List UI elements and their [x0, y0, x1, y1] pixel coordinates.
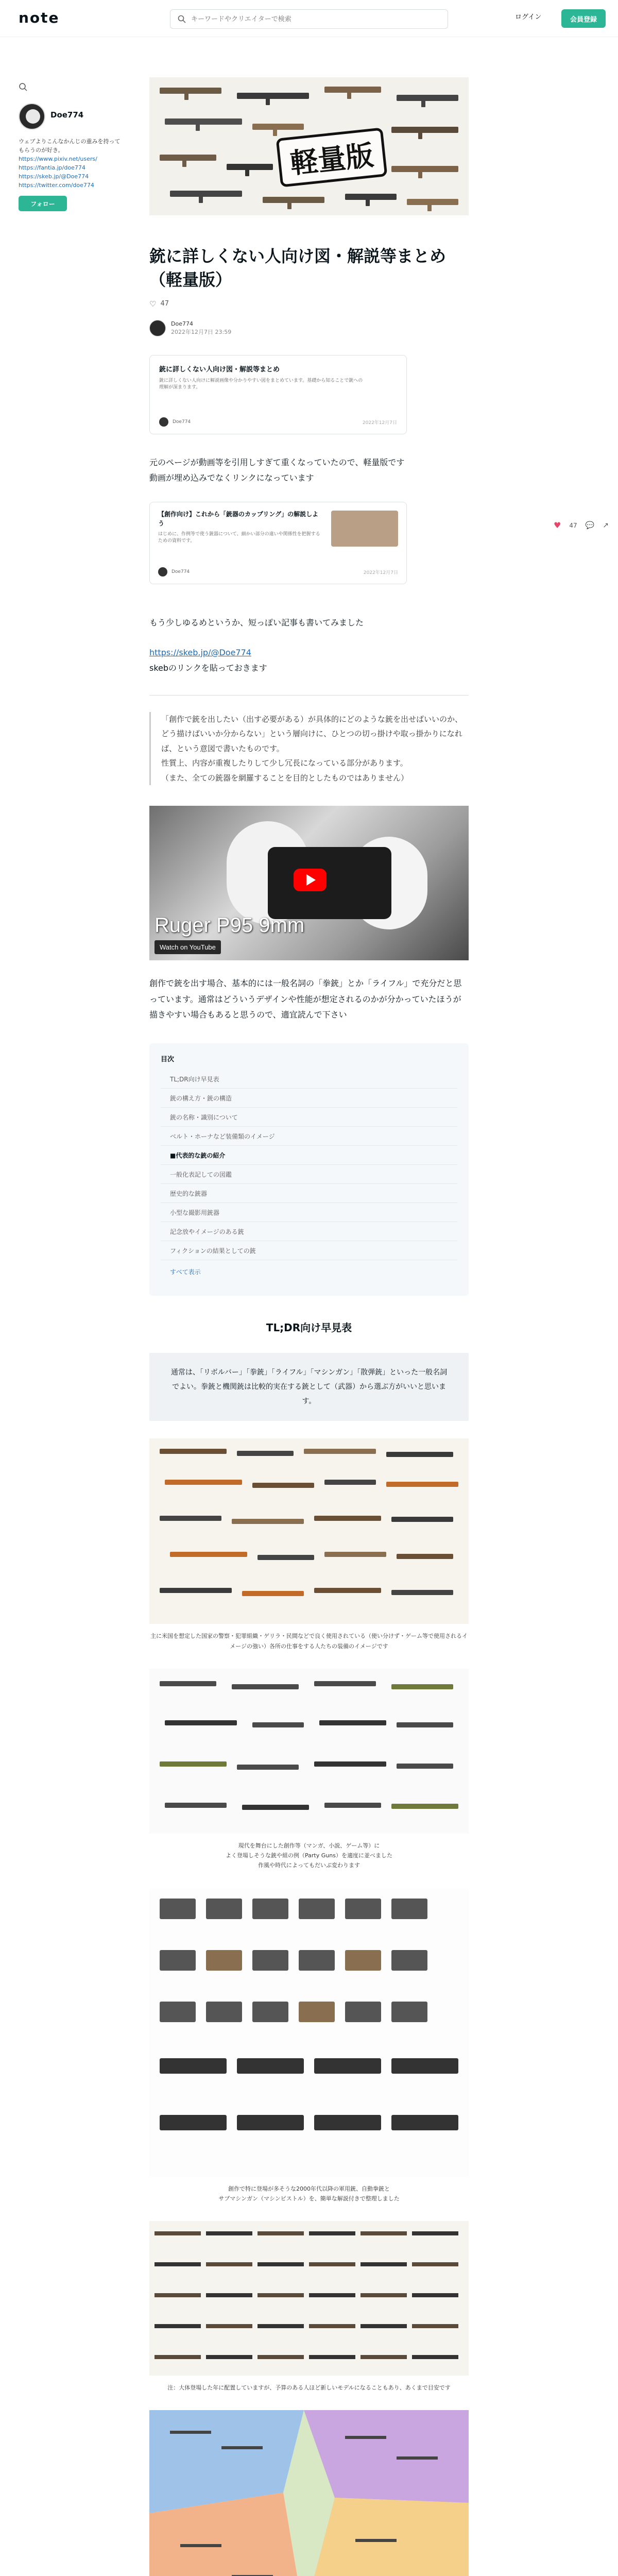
gun-chart-figure	[149, 1438, 469, 1624]
embed-author: Doe774	[171, 569, 190, 574]
toc-show-all-button[interactable]: すべて表示	[170, 1268, 201, 1276]
gun-illustration	[170, 191, 242, 197]
gun-illustration	[345, 194, 397, 200]
author-sidebar	[19, 103, 122, 211]
embed-card[interactable]	[149, 355, 407, 434]
author-bio-text: ウェブよりこんなかんじの重みを持ってもらうのが好き。	[19, 138, 121, 154]
gun-illustration	[160, 88, 221, 94]
embed-body: はじめに、作例等で使う銃器について、細かい部分の違いや関係性を把握するための資料です。	[158, 531, 320, 544]
gun-illustration	[324, 87, 381, 93]
article-actions	[554, 520, 609, 530]
likes-count: 47	[160, 300, 169, 308]
embed-avatar	[158, 567, 167, 577]
search-box[interactable]	[170, 9, 448, 29]
author-avatar[interactable]	[19, 103, 45, 130]
embed-date: 2022年12月7日	[363, 570, 398, 575]
share-icon[interactable]: ↗	[603, 521, 609, 530]
comment-icon[interactable]: 💬	[585, 521, 595, 530]
toc-item[interactable]: フィクションの結果としての銃	[161, 1241, 457, 1260]
gun-illustration	[237, 93, 309, 99]
gun-chart-figure	[149, 2221, 469, 2376]
gun-illustration	[407, 199, 458, 205]
author-link[interactable]: https://skeb.jp/@Doe774	[19, 173, 89, 180]
figure-caption: 創作で特に登場が多そうな2000年代以降の軍用銃、自動拳銃と サブマシンガン（マシンピストル）を、簡単な解説付きで整理しました	[218, 2185, 400, 2202]
gun-illustration	[160, 155, 216, 161]
figure-caption: 主に米国を想定した国家の警察・犯罪組織・ゲリラ・民間などで良く使用されている（使い分けず・ゲーム等で使用されるイメージの強い）各所の仕事をする人たちの装備のイメージです	[150, 1633, 468, 1650]
gun-chart-image	[149, 1888, 469, 2177]
gun-chart-figure	[149, 1669, 469, 1834]
heart-icon[interactable]: ♥	[554, 520, 561, 530]
watch-on-youtube-button[interactable]: Watch on YouTube	[154, 940, 221, 954]
usage-map-figure	[149, 2410, 469, 2576]
note-logo[interactable]: note	[19, 9, 60, 26]
toc-item[interactable]: 一般化表記しての図鑑	[161, 1165, 457, 1184]
byline	[149, 320, 469, 336]
article	[149, 77, 469, 2576]
search-input[interactable]	[191, 15, 438, 23]
byline-date: 2022年12月7日 23:59	[171, 328, 232, 335]
gun-chart-image	[149, 1438, 469, 1624]
login-link[interactable]: ログイン	[515, 13, 542, 21]
table-of-contents	[149, 1043, 469, 1296]
gun-illustration	[391, 166, 458, 172]
play-icon[interactable]	[294, 869, 327, 891]
author-link[interactable]: https://fantia.jp/doe774	[19, 164, 85, 172]
author-bio	[19, 137, 122, 190]
toc-item[interactable]: ■代表的な銃の紹介	[161, 1146, 457, 1165]
embed-avatar	[159, 417, 168, 427]
gun-chart-figure	[149, 1888, 469, 2177]
video-title: Ruger P95 9mm	[154, 914, 305, 937]
byline-author[interactable]: Doe774	[171, 320, 193, 328]
toc-item[interactable]: ベルト・ホーナなど装備類のイメージ	[161, 1127, 457, 1146]
toc-heading: 目次	[161, 1056, 175, 1064]
callout-box: 通常は、「リボルバー」「拳銃」「ライフル」「マシンガン」「散弾銃」といった一般名詞でよい。拳銃と機関銃は比較的実在する銃として（武器）から選ぶ方がいいと思います。	[149, 1353, 469, 1421]
embed-body: 銃に詳しくない人向けに解説画像や分かりやすい図をまとめています。基礎から知ることで銃への理解が深まります。	[159, 378, 363, 391]
video-thumbnail-detail	[268, 847, 391, 919]
likes-row	[149, 299, 469, 309]
hero-image	[149, 77, 469, 215]
embed-thumbnail	[331, 511, 398, 547]
embed-date: 2022年12月7日	[362, 420, 397, 426]
article-title: 銃に詳しくない人向け図・解説等まとめ（軽量版）	[149, 246, 447, 290]
paragraph-text: skebのリンクを貼っておきます	[149, 663, 267, 673]
top-bar	[0, 0, 618, 37]
gun-illustration	[227, 164, 273, 170]
author-link[interactable]: https://www.pixiv.net/users/	[19, 156, 97, 163]
toc-item[interactable]: 記念放やイメージのある銃	[161, 1222, 457, 1241]
search-icon	[178, 15, 186, 23]
author-link[interactable]: https://twitter.com/doe774	[19, 182, 94, 189]
signup-button[interactable]: 会員登録	[561, 9, 606, 28]
gun-illustration	[391, 127, 458, 133]
gun-illustration	[397, 95, 458, 101]
intro-paragraph: 元のページが動画等を引用しすぎて重くなっていたので、軽量版です 動画が埋め込みでなくリンクになっています	[149, 457, 405, 483]
gun-illustration	[165, 118, 242, 125]
toc-item[interactable]: 歴史的な銃器	[161, 1184, 457, 1203]
hero-stamp-text: 軽量版	[276, 127, 388, 187]
toc-item[interactable]: 銃の名称・識別について	[161, 1108, 457, 1127]
heart-outline-icon[interactable]: ♡	[149, 299, 157, 309]
usage-map-image	[149, 2410, 469, 2576]
follow-button[interactable]: フォロー	[19, 196, 67, 211]
author-name[interactable]: Doe774	[50, 110, 84, 120]
youtube-embed[interactable]	[149, 806, 469, 960]
figure-caption: 注：大体登場した年に配置していますが、予算のある人ほど新しいモデルになることもあり、あくまで目安です	[167, 2384, 451, 2392]
figure-caption: 現代を舞台にした創作等（マンガ、小説、ゲーム等）に よく登場しそうな銃や組の例（Party Guns）を適度に並べました 作風や時代によってもだいぶ変わります	[226, 1842, 392, 1869]
divider	[149, 695, 469, 696]
skeb-link[interactable]: https://skeb.jp/@Doe774	[149, 647, 251, 657]
intro-quote: 「創作で銃を出したい（出す必要がある）が具体的にどのような銃を出せばいいのか、どう描けばいいか分からない」という層向けに、ひとつの切っ掛けや取っ掛かりになれば、という意図で書いたものです。 性質上、内容が重複したりして少し冗長になっている部分があります。 （また、全ての銃器を網羅することを目的としたものではありません）	[149, 712, 469, 786]
like-count: 47	[569, 521, 577, 529]
paragraph: 創作で銃を出す場合、基本的には一般名詞の「拳銃」とか「ライフル」で充分だと思っています。通常はどういうデザインや性能が想定されるのかが分かっていたほうが描きやすい場合もあると思うので、適宜読んで下さい	[149, 978, 462, 1020]
gun-illustration	[263, 197, 324, 203]
embed-title: 銃に詳しくない人向け図・解説等まとめ	[159, 365, 280, 374]
toc-item[interactable]: 銃の構え方・銃の構造	[161, 1089, 457, 1108]
toc-item[interactable]: 小型な撮影用銃器	[161, 1203, 457, 1222]
gun-illustration	[252, 124, 304, 130]
section-heading: TL;DR向け早見表	[266, 1321, 352, 1334]
byline-avatar[interactable]	[149, 320, 166, 336]
embed-author: Doe774	[173, 419, 191, 425]
gun-chart-image	[149, 1669, 469, 1834]
toc-item[interactable]: TL;DR向け早見表	[161, 1070, 457, 1089]
embed-card[interactable]	[149, 502, 407, 584]
embed-title: 【創作向け】これから「銃器のカップリング」の解説しよう	[158, 510, 319, 527]
sidebar-search-icon[interactable]	[19, 82, 28, 92]
paragraph	[149, 645, 469, 676]
paragraph: もう少しゆるめというか、短っぽい記事も書いてみました	[149, 617, 364, 628]
gun-chart-image	[149, 2221, 469, 2376]
